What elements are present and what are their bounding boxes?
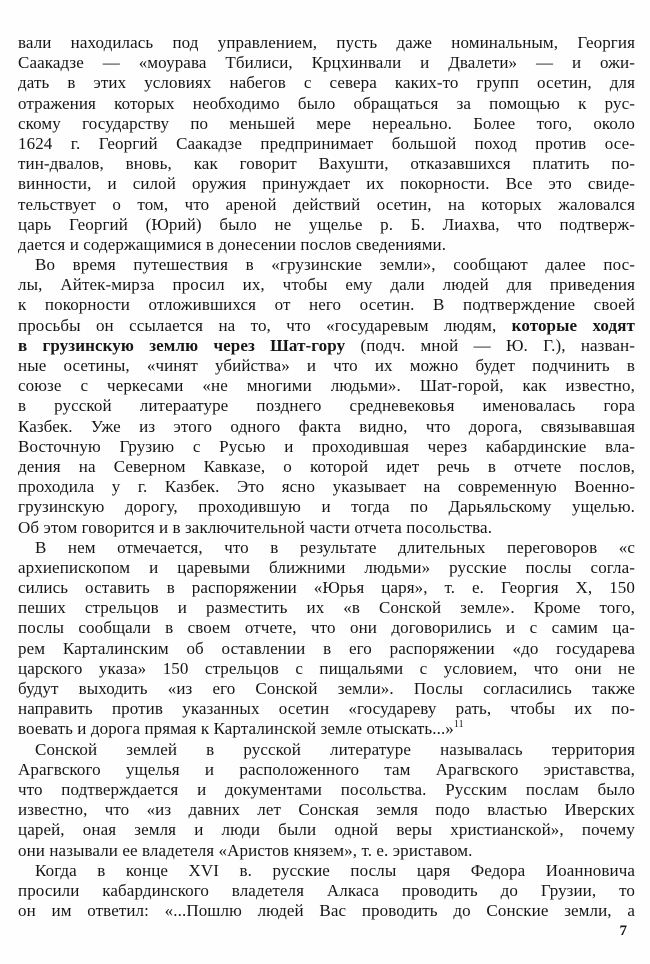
text-line	[18, 518, 635, 538]
text-segment: дения на Северном Кавказе, о которой идет речь в отчете послов,	[18, 456, 635, 476]
text-block	[18, 33, 635, 921]
text-line	[18, 841, 635, 861]
text-line	[18, 457, 635, 477]
text-segment: рем Карталинским об оставлении в его распоряжении «до государева	[18, 638, 635, 658]
text-segment: к покорности отложившихся от него осетин. В подтверждение своей	[18, 295, 635, 315]
text-line	[18, 275, 635, 295]
text-segment: в русской литераатуре позднего средневековья именовалась гора	[18, 396, 635, 416]
text-line	[18, 598, 635, 618]
text-line	[18, 336, 635, 356]
text-line	[18, 437, 635, 457]
text-segment: послы сообщали в своем отчете, что они договорились и с самим ца-	[18, 618, 635, 638]
text-segment: (подч. мной — Ю. Г.), назван-	[345, 335, 635, 355]
text-line	[18, 901, 635, 921]
text-segment: царей, оная земля и люди были одной веры христианской», почему	[18, 820, 635, 840]
text-segment: тин-двалов, вновь, как говорит Вахушти, отказавшихся платить по-	[18, 154, 635, 174]
text-segment: они называли ее владетеля «Аристов князем», т. е. эриставом.	[18, 840, 473, 860]
text-segment: Во время путешествия в «грузинские земли», сообщают далее пос-	[35, 255, 635, 275]
text-segment: лы, Айтек-мирза просил их, чтобы ему дали людей для приведения	[18, 275, 635, 295]
text-line	[18, 719, 635, 739]
text-segment: проходила у г. Казбек. Это ясно указывает на современную Военно-	[18, 477, 635, 497]
text-line	[18, 295, 635, 315]
text-segment: отражения которых необходимо было обращаться за помощью к рус-	[18, 93, 635, 113]
text-line	[18, 53, 635, 73]
text-line	[18, 396, 635, 416]
text-segment: Когда в конце XVI в. русские послы царя Федора Иоанновича	[35, 860, 635, 880]
text-segment: Восточную Грузию с Русью и проходившая через кабардинские вла-	[18, 436, 635, 456]
text-line	[18, 618, 635, 638]
text-segment: что подтверждается и документами посольства. Русским послам было	[18, 779, 635, 799]
text-segment: В нем отмечается, что в результате длительных переговоров «с	[35, 537, 635, 557]
text-line	[18, 679, 635, 699]
text-segment: грузинскую дорогу, проходившую и тогда по Дарьяльскому ущелью.	[18, 497, 635, 517]
text-segment: направить против указанных осетин «государеву рать, чтобы их по-	[18, 699, 635, 719]
text-segment: архиепископом и царевыми ближними людьми» русские послы согла-	[18, 557, 635, 577]
text-line	[18, 780, 635, 800]
text-line	[18, 800, 635, 820]
text-segment: дать в этих условиях набегов с севера каких-то групп осетин, для	[18, 73, 635, 93]
text-segment: царь Георгий (Юрий) было не ущелье р. Б. Лиахва, что подтверж-	[18, 214, 635, 234]
text-segment: Саакадзе — «моурава Тбилиси, Крцхинвали и Двалети» — и ожи-	[18, 53, 635, 73]
text-line	[18, 154, 635, 174]
text-segment: которые ходят	[511, 315, 635, 335]
text-segment: союзе с черкесами «не многими людьми». Шат-горой, как известно,	[18, 376, 635, 396]
text-segment: 1624 г. Георгий Саакадзе предпринимает большой поход против осе-	[18, 133, 635, 153]
text-segment: он им ответил: «...Пошлю людей Вас проводить до Сонские земли, а	[18, 901, 635, 921]
text-line	[18, 114, 635, 134]
text-segment: будут выходить «из его Сонской земли». Послы согласились также	[18, 679, 635, 698]
text-segment: воевать и дорога прямая к Карталинской земле отыскать...»	[18, 719, 454, 739]
text-line	[18, 578, 635, 598]
text-line	[18, 639, 635, 659]
text-line	[18, 215, 635, 235]
text-segment: просьбы он ссылается на то, что «государевым людям,	[18, 315, 512, 335]
text-line	[18, 659, 635, 679]
text-line	[18, 316, 635, 336]
text-line	[18, 558, 635, 578]
text-segment: известно, что «из давних лет Сонская земля подо властью Иверских	[18, 800, 635, 820]
text-line	[18, 417, 635, 437]
text-segment: Арагвского ущелья и расположенного там Арагвского эриставства,	[18, 759, 635, 779]
text-line	[18, 740, 635, 760]
text-segment: просили кабардинского владетеля Алкаса проводить до Грузии, то	[18, 880, 635, 900]
text-line	[18, 760, 635, 780]
text-line	[18, 861, 635, 881]
footnote-ref: 11	[453, 719, 464, 730]
text-segment: скому государству по меньшей мере нереально. Более того, около	[18, 113, 635, 133]
page-number: 7	[619, 923, 627, 940]
text-line	[18, 356, 635, 376]
text-segment: Сонской землей в русской литературе называлась территория	[35, 739, 635, 759]
text-line	[18, 820, 635, 840]
text-line	[18, 73, 635, 93]
text-segment: Казбек. Уже из этого одного факта видно, что дорога, связывавшая	[18, 416, 635, 436]
text-line	[18, 699, 635, 719]
text-segment: дается и содержащимися в донесении послов сведениями.	[18, 234, 447, 254]
text-segment: царского указа» 150 стрельцов с пищальями с условием, что они не	[18, 658, 635, 678]
text-segment: ные осетины, «чинят убийства» и что их можно будет подчинить в	[18, 356, 635, 375]
text-segment: винности, и силой оружия принуждает их покорности. Все это свиде-	[18, 174, 635, 194]
text-line	[18, 195, 635, 215]
text-segment: тельствует о том, что ареной действий осетин, на которых жаловался	[18, 194, 635, 214]
text-segment: Об этом говорится и в заключительной части отчета посольства.	[18, 517, 493, 537]
text-line	[18, 881, 635, 901]
text-line	[18, 538, 635, 558]
text-line	[18, 477, 635, 497]
text-segment: пеших стрельцов и разместить их «в Сонской земле». Кроме того,	[18, 598, 635, 618]
text-segment: вали находилась под управлением, пусть даже номинальным, Георгия	[18, 33, 635, 52]
text-line	[18, 174, 635, 194]
text-line	[18, 497, 635, 517]
text-line	[18, 134, 635, 154]
text-segment: в грузинскую землю через Шат-гору	[18, 335, 346, 355]
text-line	[18, 376, 635, 396]
text-line	[18, 235, 635, 255]
text-line	[18, 33, 635, 53]
text-line	[18, 94, 635, 114]
text-segment: сились оставить в распоряжении «Юрья царя», т. е. Георгия X, 150	[18, 578, 635, 598]
text-line	[18, 255, 635, 275]
